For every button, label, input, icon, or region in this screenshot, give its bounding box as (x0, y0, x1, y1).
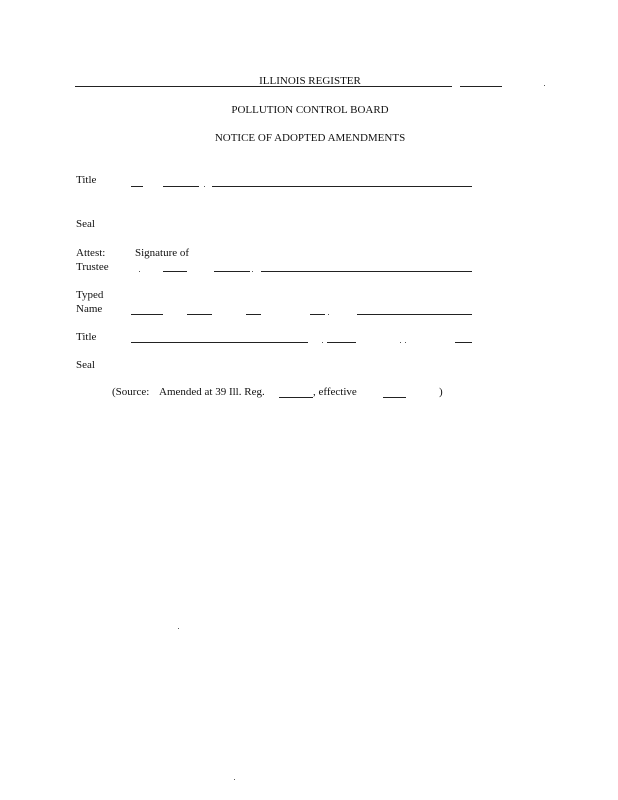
title2-blank-1 (131, 342, 308, 343)
title-label: Title (76, 174, 97, 186)
source-open: (Source: (112, 386, 150, 398)
register-header-rule-right (460, 86, 502, 87)
name-label: Name (76, 303, 103, 315)
seal-label: Seal (76, 218, 95, 230)
title-blank-1 (131, 186, 143, 187)
typed-name-blank-3 (246, 314, 261, 315)
title-label-2: Title (76, 331, 97, 343)
trustee-blank-1 (163, 271, 187, 272)
effective-date-blank (383, 397, 406, 398)
typed-name-blank-1 (131, 314, 163, 315)
attest-label: Attest: (76, 247, 106, 259)
typed-name-blank-2 (187, 314, 212, 315)
title2-speck-2 (405, 342, 406, 343)
typed-label: Typed (76, 289, 104, 301)
notice-title: NOTICE OF ADOPTED AMENDMENTS (214, 132, 406, 144)
typed-name-blank-4 (310, 314, 325, 315)
title-blank-3 (212, 186, 472, 187)
title-mark (204, 186, 205, 187)
register-volume-blank (279, 397, 313, 398)
source-amended: Amended at 39 Ill. Reg. (159, 386, 265, 398)
typed-name-blank-5 (357, 314, 472, 315)
page-speck-2 (234, 779, 235, 780)
trustee-blank-3 (261, 271, 472, 272)
trustee-blank-2 (214, 271, 250, 272)
typed-name-mark (328, 314, 329, 315)
title2-speck-1 (400, 342, 401, 343)
page-speck-1 (178, 628, 179, 629)
title2-blank-3 (455, 342, 472, 343)
trustee-mark-2 (252, 271, 253, 272)
title2-blank-2 (327, 342, 356, 343)
register-title: ILLINOIS REGISTER (259, 75, 361, 87)
signature-label: Signature of (135, 247, 190, 259)
seal-label-2: Seal (76, 359, 95, 371)
board-name: POLLUTION CONTROL BOARD (231, 104, 389, 116)
title-blank-2 (163, 186, 199, 187)
trustee-mark-1 (139, 271, 140, 272)
header-speck (544, 85, 545, 86)
trustee-label: Trustee (76, 261, 109, 273)
source-close: ) (439, 386, 443, 398)
title2-mark (322, 342, 323, 343)
source-effective: , effective (313, 386, 357, 398)
